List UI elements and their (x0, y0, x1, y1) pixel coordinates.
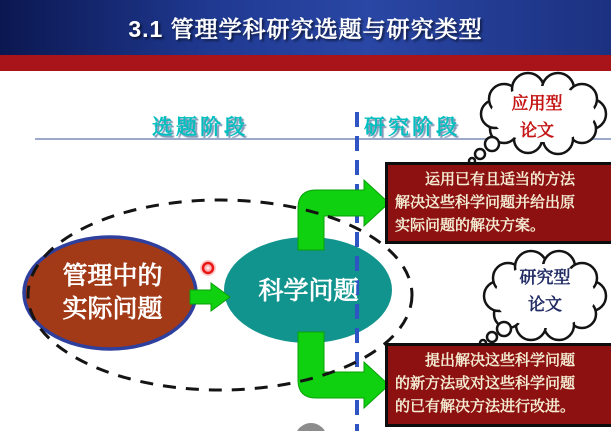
laser-pointer-icon (199, 259, 217, 277)
bubble-tail-medium (487, 332, 497, 342)
stage-label-topic-selection: 选题阶段 (152, 116, 248, 139)
research-paper-label (485, 264, 605, 318)
research-paper-line-1: 研究型 (519, 268, 571, 287)
problem-line-1: 管理中的 (62, 262, 163, 290)
research-method-box (385, 343, 611, 427)
problem-ellipse-label (30, 245, 195, 341)
slide-title: 3.1 管理学科研究选题与研究类型 (128, 16, 483, 42)
applied-method-line-3: 实际问题的解决方案。 (395, 217, 546, 234)
science-line: 科学问题 (258, 276, 359, 305)
bubble-tail-medium (475, 149, 485, 159)
research-paper-line-2: 论文 (528, 295, 562, 314)
science-ellipse-label (226, 274, 391, 308)
bubble-tail-large (497, 322, 511, 336)
applied-method-line-1: 运用已有且适当的方法 (425, 171, 576, 188)
applied-method-line-2: 解决这些科学问题并给出原 (395, 194, 576, 211)
problem-line-2: 实际问题 (62, 295, 163, 323)
research-method-line-3: 的已有解决方法进行改进。 (395, 398, 576, 415)
applied-method-box (385, 162, 611, 244)
applied-paper-line-1: 应用型 (511, 94, 563, 113)
applied-paper-label (477, 90, 597, 144)
applied-paper-line-2: 论文 (520, 121, 554, 140)
arrow-science-to-research-box (298, 332, 389, 408)
stage-label-research: 研究阶段 (364, 116, 460, 139)
research-method-line-1: 提出解决这些科学问题 (425, 352, 576, 369)
research-method-line-2: 的新方法或对这些科学问题 (395, 375, 576, 392)
